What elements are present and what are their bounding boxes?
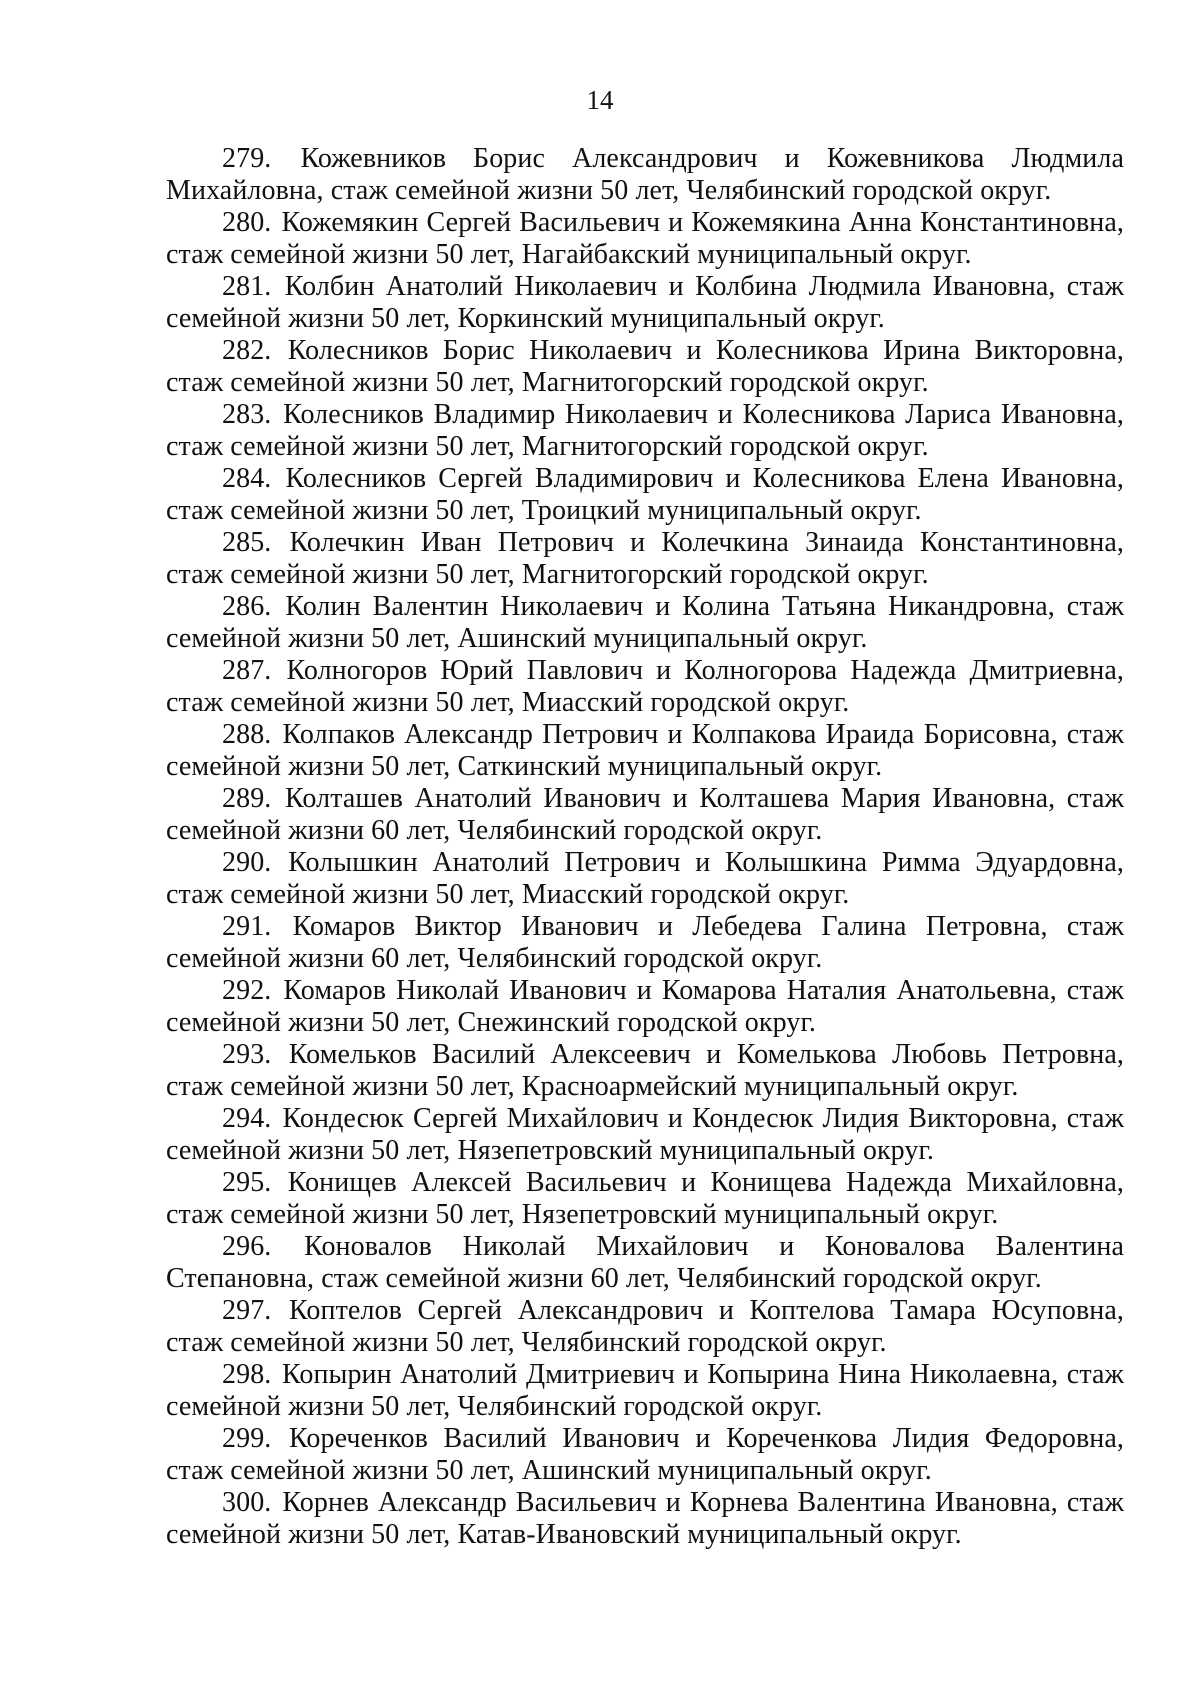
list-item	[166, 207, 1124, 271]
entry-text: Колногоров Юрий Павлович и Колногорова Надежда Дмитриевна, стаж семейной жизни 50 лет, Миасский городской округ.	[166, 655, 1124, 718]
entry-number: 295.	[222, 1167, 272, 1198]
entry-number: 289.	[222, 783, 272, 814]
list-item	[166, 1039, 1124, 1103]
entry-number: 300.	[222, 1487, 272, 1518]
list-item	[166, 463, 1124, 527]
entry-number: 285.	[222, 527, 272, 558]
entry-text: Конищев Алексей Васильевич и Конищева Надежда Михайловна, стаж семейной жизни 50 лет, Нязепетровский муниципальный округ.	[166, 1167, 1124, 1230]
list-item	[166, 1487, 1124, 1551]
list-item	[166, 847, 1124, 911]
entry-text: Комаров Николай Иванович и Комарова Наталия Анатольевна, стаж семейной жизни 50 лет, Снежинский городской округ.	[166, 975, 1124, 1038]
entry-text: Колесников Сергей Владимирович и Колесникова Елена Ивановна, стаж семейной жизни 50 лет, Троицкий муниципальный округ.	[166, 463, 1124, 526]
list-item	[166, 1295, 1124, 1359]
entry-number: 282.	[222, 335, 272, 366]
list-item	[166, 1167, 1124, 1231]
entry-number: 279.	[222, 143, 272, 174]
entry-number: 298.	[222, 1359, 272, 1390]
entry-text: Кондесюк Сергей Михайлович и Кондесюк Лидия Викторовна, стаж семейной жизни 50 лет, Нязепетровский муниципальный округ.	[166, 1103, 1124, 1166]
entry-number: 293.	[222, 1039, 272, 1070]
list-item	[166, 1231, 1124, 1295]
entry-text: Колесников Владимир Николаевич и Колесникова Лариса Ивановна, стаж семейной жизни 50 лет, Магнитогорский городской округ.	[166, 399, 1124, 462]
entry-number: 290.	[222, 847, 272, 878]
entry-text: Коптелов Сергей Александрович и Коптелова Тамара Юсуповна, стаж семейной жизни 50 лет, Челябинский городской округ.	[166, 1295, 1124, 1358]
entry-number: 286.	[222, 591, 272, 622]
list-item	[166, 143, 1124, 207]
entry-number: 294.	[222, 1103, 272, 1134]
list-item	[166, 271, 1124, 335]
list-item	[166, 975, 1124, 1039]
entry-number: 292.	[222, 975, 272, 1006]
entry-number: 283.	[222, 399, 272, 430]
entry-text: Кожевников Борис Александрович и Кожевникова Людмила Михайловна, стаж семейной жизни 50 лет, Челябинский городской округ.	[166, 143, 1124, 206]
list-item	[166, 335, 1124, 399]
list-item	[166, 1359, 1124, 1423]
list-item	[166, 1423, 1124, 1487]
entries-list	[166, 143, 1124, 1551]
entry-number: 296.	[222, 1231, 272, 1262]
entry-number: 288.	[222, 719, 272, 750]
entry-number: 284.	[222, 463, 272, 494]
page-number: 14	[586, 85, 614, 115]
entry-text: Коновалов Николай Михайлович и Коновалова Валентина Степановна, стаж семейной жизни 60 лет, Челябинский городской округ.	[166, 1231, 1124, 1294]
list-item	[166, 655, 1124, 719]
entry-text: Колесников Борис Николаевич и Колесникова Ирина Викторовна, стаж семейной жизни 50 лет, Магнитогорский городской округ.	[166, 335, 1124, 398]
entry-number: 281.	[222, 271, 272, 302]
list-item	[166, 719, 1124, 783]
entry-number: 297.	[222, 1295, 272, 1326]
entry-text: Колечкин Иван Петрович и Колечкина Зинаида Константиновна, стаж семейной жизни 50 лет, Магнитогорский городской округ.	[166, 527, 1124, 590]
list-item	[166, 591, 1124, 655]
entry-number: 291.	[222, 911, 272, 942]
entry-text: Корнев Александр Васильевич и Корнева Валентина Ивановна, стаж семейной жизни 50 лет, Катав-Ивановский муниципальный округ.	[166, 1487, 1125, 1550]
list-item	[166, 1103, 1124, 1167]
entry-text: Колпаков Александр Петрович и Колпакова Ираида Борисовна, стаж семейной жизни 50 лет, Саткинский муниципальный округ.	[166, 719, 1124, 782]
list-item	[166, 911, 1124, 975]
entry-number: 287.	[222, 655, 272, 686]
entry-text: Колин Валентин Николаевич и Колина Татьяна Никандровна, стаж семейной жизни 50 лет, Ашинский муниципальный округ.	[166, 591, 1124, 654]
entry-text: Кожемякин Сергей Васильевич и Кожемякина Анна Константиновна, стаж семейной жизни 50 лет, Нагайбакский муниципальный округ.	[166, 207, 1124, 270]
list-item	[166, 783, 1124, 847]
entry-number: 299.	[222, 1423, 272, 1454]
entry-number: 280.	[222, 207, 272, 238]
list-item	[166, 399, 1124, 463]
entry-text: Копырин Анатолий Дмитриевич и Копырина Нина Николаевна, стаж семейной жизни 50 лет, Челябинский городской округ.	[166, 1359, 1124, 1422]
entry-text: Колташев Анатолий Иванович и Колташева Мария Ивановна, стаж семейной жизни 60 лет, Челябинский городской округ.	[166, 783, 1124, 846]
entry-text: Комаров Виктор Иванович и Лебедева Галина Петровна, стаж семейной жизни 60 лет, Челябинский городской округ.	[166, 911, 1124, 974]
entry-text: Кореченков Василий Иванович и Кореченкова Лидия Федоровна, стаж семейной жизни 50 лет, Ашинский муниципальный округ.	[166, 1423, 1124, 1486]
entry-text: Комельков Василий Алексеевич и Комелькова Любовь Петровна, стаж семейной жизни 50 лет, Красноармейский муниципальный округ.	[166, 1039, 1124, 1102]
list-item	[166, 527, 1124, 591]
entry-text: Колышкин Анатолий Петрович и Колышкина Римма Эдуардовна, стаж семейной жизни 50 лет, Миасский городской округ.	[166, 847, 1124, 910]
entry-text: Колбин Анатолий Николаевич и Колбина Людмила Ивановна, стаж семейной жизни 50 лет, Коркинский муниципальный округ.	[166, 271, 1124, 334]
